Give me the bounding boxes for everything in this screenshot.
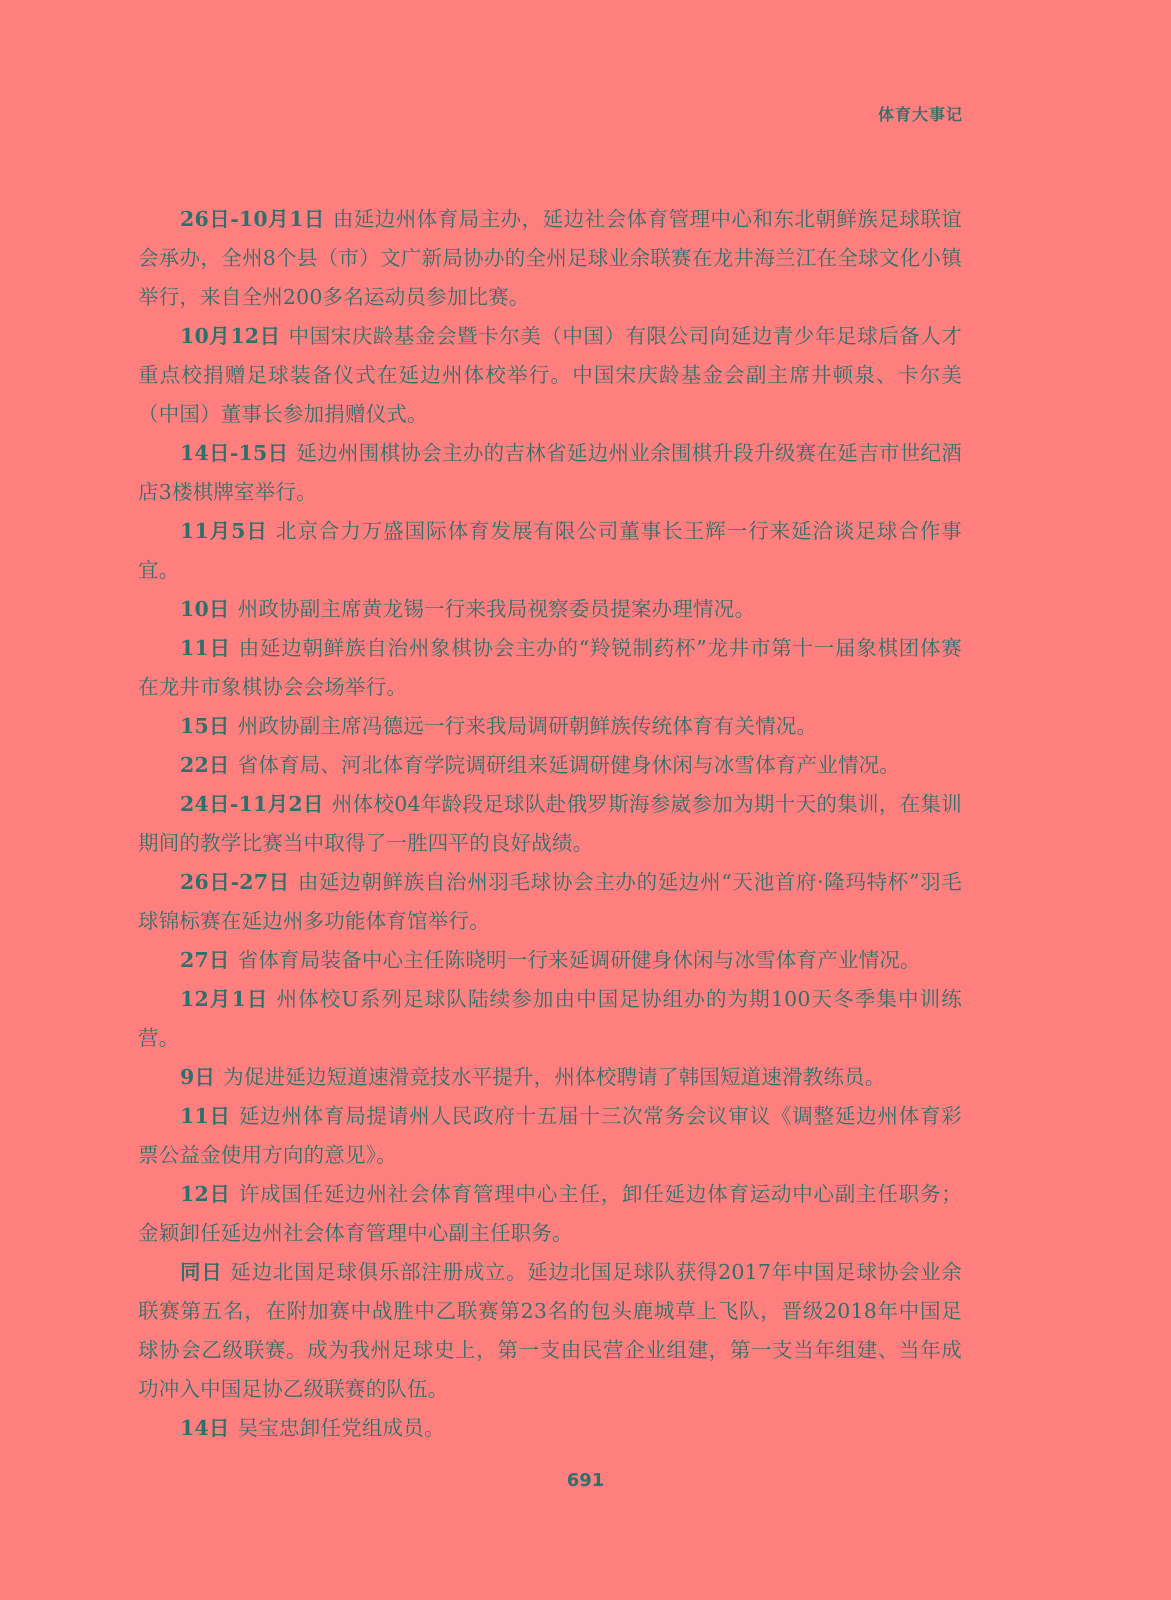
chronicle-entry	[138, 980, 962, 1058]
entry-text: 省体育局装备中心主任陈晓明一行来延调研健身休闲与冰雪体育产业情况。	[237, 948, 921, 972]
page-number: 691	[566, 1470, 605, 1491]
entry-text: 为促进延边短道速滑竞技水平提升，州体校聘请了韩国短道速滑教练员。	[223, 1065, 886, 1089]
chronicle-entry	[138, 746, 962, 785]
entry-text: 吴宝忠卸任党组成员。	[237, 1416, 445, 1440]
entry-text: 延边北国足球俱乐部注册成立。延边北国足球队获得2017年中国足球协会业余联赛第五名，在附加赛中战胜中乙联赛第23名的包头鹿城草上飞队，晋级2018年中国足球协会乙级联赛。成为我州足球史上，第一支由民营企业组建，第一支当年组建、当年成功冲入中国足协乙级联赛的队伍。	[138, 1260, 962, 1401]
chronicle-entry	[138, 863, 962, 941]
entry-text: 由延边朝鲜族自治州象棋协会主办的“羚锐制药杯”龙井市第十一届象棋团体赛在龙井市象棋协会会场举行。	[138, 636, 962, 699]
entry-date: 11日	[180, 1104, 231, 1128]
entry-text: 州体校04年龄段足球队赴俄罗斯海参崴参加为期十天的集训，在集训期间的教学比赛当中取得了一胜四平的良好战绩。	[138, 792, 962, 855]
entry-text: 由延边州体育局主办，延边社会体育管理中心和东北朝鲜族足球联谊会承办，全州8个县（市）文广新局协办的全州足球业余联赛在龙井海兰江在全球文化小镇举行，来自全州200多名运动员参加比赛。	[138, 207, 962, 309]
chronicle-entry	[138, 1409, 962, 1448]
entry-text: 省体育局、河北体育学院调研组来延调研健身休闲与冰雪体育产业情况。	[237, 753, 901, 777]
entry-text: 州体校U系列足球队陆续参加由中国足协组办的为期100天冬季集中训练营。	[138, 987, 962, 1050]
chronicle-entry	[138, 629, 962, 707]
entry-date: 11月5日	[180, 519, 268, 543]
chronicle-entry	[138, 1097, 962, 1175]
entry-text: 州政协副主席黄龙锡一行来我局视察委员提案办理情况。	[237, 597, 756, 621]
chronicle-entry	[138, 512, 962, 590]
entry-date: 22日	[180, 753, 230, 777]
entry-text: 许成国任延边州社会体育管理中心主任，卸任延边体育运动中心副主任职务；金颖卸任延边州社会体育管理中心副主任职务。	[138, 1182, 962, 1245]
chronicle-entry	[138, 1058, 962, 1097]
entry-date: 27日	[180, 948, 230, 972]
entry-date: 同日	[180, 1260, 223, 1284]
entry-date: 12月1日	[180, 987, 269, 1011]
entry-date: 11日	[180, 636, 231, 660]
entry-text: 北京合力万盛国际体育发展有限公司董事长王辉一行来延洽谈足球合作事宜。	[138, 519, 962, 582]
chronicle-entry	[138, 1175, 962, 1253]
chronicle-entry	[138, 941, 962, 980]
entry-text: 州政协副主席冯德远一行来我局调研朝鲜族传统体育有关情况。	[237, 714, 818, 738]
running-header: 体育大事记	[877, 105, 963, 124]
chronicle-body	[138, 200, 962, 1448]
chronicle-entry	[138, 434, 962, 512]
entry-date: 15日	[180, 714, 230, 738]
entry-text: 延边州围棋协会主办的吉林省延边州业余围棋升段升级赛在延吉市世纪酒店3楼棋牌室举行。	[138, 441, 962, 504]
entry-date: 10月12日	[180, 324, 281, 348]
entry-date: 24日-11月2日	[180, 792, 324, 816]
chronicle-entry	[138, 1253, 962, 1409]
entry-date: 26日-10月1日	[180, 207, 325, 231]
entry-date: 14日	[180, 1416, 230, 1440]
chronicle-entry	[138, 785, 962, 863]
chronicle-entry	[138, 317, 962, 434]
entry-date: 9日	[180, 1065, 216, 1089]
entry-text: 由延边朝鲜族自治州羽毛球协会主办的延边州“天池首府·隆玛特杯”羽毛球锦标赛在延边州多功能体育馆举行。	[138, 870, 963, 933]
entry-text: 中国宋庆龄基金会暨卡尔美（中国）有限公司向延边青少年足球后备人才重点校捐赠足球装备仪式在延边州体校举行。中国宋庆龄基金会副主席井顿泉、卡尔美（中国）董事长参加捐赠仪式。	[138, 324, 962, 426]
entry-date: 12日	[180, 1182, 231, 1206]
chronicle-entry	[138, 200, 962, 317]
entry-date: 26日-27日	[180, 870, 290, 894]
entry-date: 14日-15日	[180, 441, 289, 465]
entry-text: 延边州体育局提请州人民政府十五届十三次常务会议审议《调整延边州体育彩票公益金使用方向的意见》。	[138, 1104, 962, 1167]
chronicle-entry	[138, 590, 962, 629]
entry-date: 10日	[180, 597, 230, 621]
chronicle-entry	[138, 707, 962, 746]
